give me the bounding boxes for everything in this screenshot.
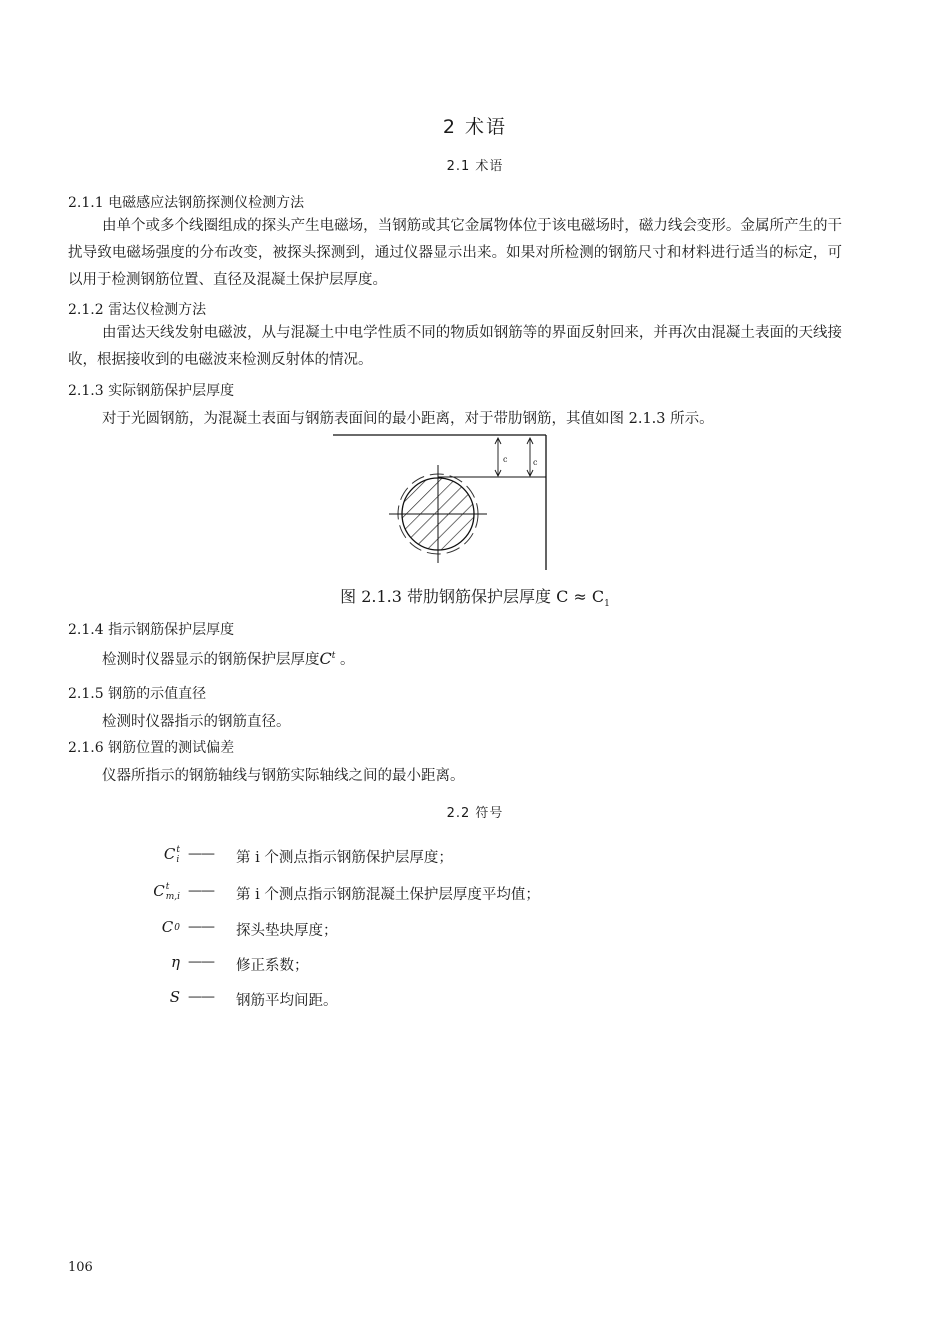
symbol-description: 第 i 个测点指示钢筋混凝土保护层厚度平均值； [236, 887, 540, 903]
symbol-dash: —— [188, 954, 214, 970]
heading-2-1-2: 2.1.2 雷达仪检测方法 [68, 302, 207, 318]
para-2-1-3: 对于光圆钢筋，为混凝土表面与钢筋表面间的最小距离，对于带肋钢筋，其值如图 2.1.3 所示。 [102, 411, 714, 427]
symbol-term: C t i [163, 845, 180, 865]
symbol-dash: —— [188, 989, 214, 1005]
para-2-1-1: 由单个或多个线圈组成的探头产生电磁场，当钢筋或其它金属物体位于该电磁场时，磁力线会变形。金属所产生的干扰导致电磁场强度的分布改变，被探头探测到，通过仪器显示出来。如果对所检测的钢筋尺寸和材料进行适当的标定，可以用于检测钢筋位置、直径及混凝土保护层厚度。 [68, 218, 842, 288]
heading-2-1-3: 2.1.3 实际钢筋保护层厚度 [68, 383, 235, 399]
symbol-description: 钢筋平均间距。 [236, 993, 338, 1009]
rebar-cover-figure [320, 430, 560, 575]
heading-2-1-4: 2.1.4 指示钢筋保护层厚度 [68, 622, 235, 638]
heading-2-1-5: 2.1.5 钢筋的示值直径 [68, 686, 207, 702]
symbol-dash: —— [188, 846, 214, 862]
symbol-term: η [171, 953, 180, 971]
para-2-1-6: 仪器所指示的钢筋轴线与钢筋实际轴线之间的最小距离。 [102, 768, 465, 784]
heading-2-1-1: 2.1.1 电磁感应法钢筋探测仪检测方法 [68, 195, 305, 211]
section-2-1-title: 2.1 术语 [446, 159, 504, 174]
symbol-term: S [169, 988, 180, 1006]
dimension-label-c-inner: c [503, 455, 508, 464]
para-2-1-5: 检测时仪器指示的钢筋直径。 [102, 714, 291, 730]
symbol-dash: —— [188, 919, 214, 935]
page-number: 106 [68, 1260, 93, 1275]
symbol-description: 第 i 个测点指示钢筋保护层厚度； [236, 850, 453, 866]
symbol-description: 探头垫块厚度； [236, 923, 338, 939]
para-2-1-2: 由雷达天线发射电磁波，从与混凝土中电学性质不同的物质如钢筋等的界面反射回来，并再次由混凝土表面的天线接收，根据接收到的电磁波来检测反射体的情况。 [68, 325, 842, 368]
chapter-title: 2 术语 [442, 116, 508, 138]
heading-2-1-6: 2.1.6 钢筋位置的测试偏差 [68, 740, 235, 756]
symbol-term: C t m,i [153, 882, 180, 902]
section-2-2-title: 2.2 符号 [446, 806, 504, 821]
para-2-1-4: 检测时仪器显示的钢筋保护层厚度$C^t$ 。 [102, 649, 355, 668]
symbol-term: C 0 [161, 918, 180, 936]
figure-caption: 图 2.1.3 带肋钢筋保护层厚度 $C \approx C_1$ [340, 587, 610, 610]
symbol-dash: —— [188, 883, 214, 899]
symbol-description: 修正系数； [236, 958, 309, 974]
dimension-label-c-outer: c [533, 458, 538, 467]
